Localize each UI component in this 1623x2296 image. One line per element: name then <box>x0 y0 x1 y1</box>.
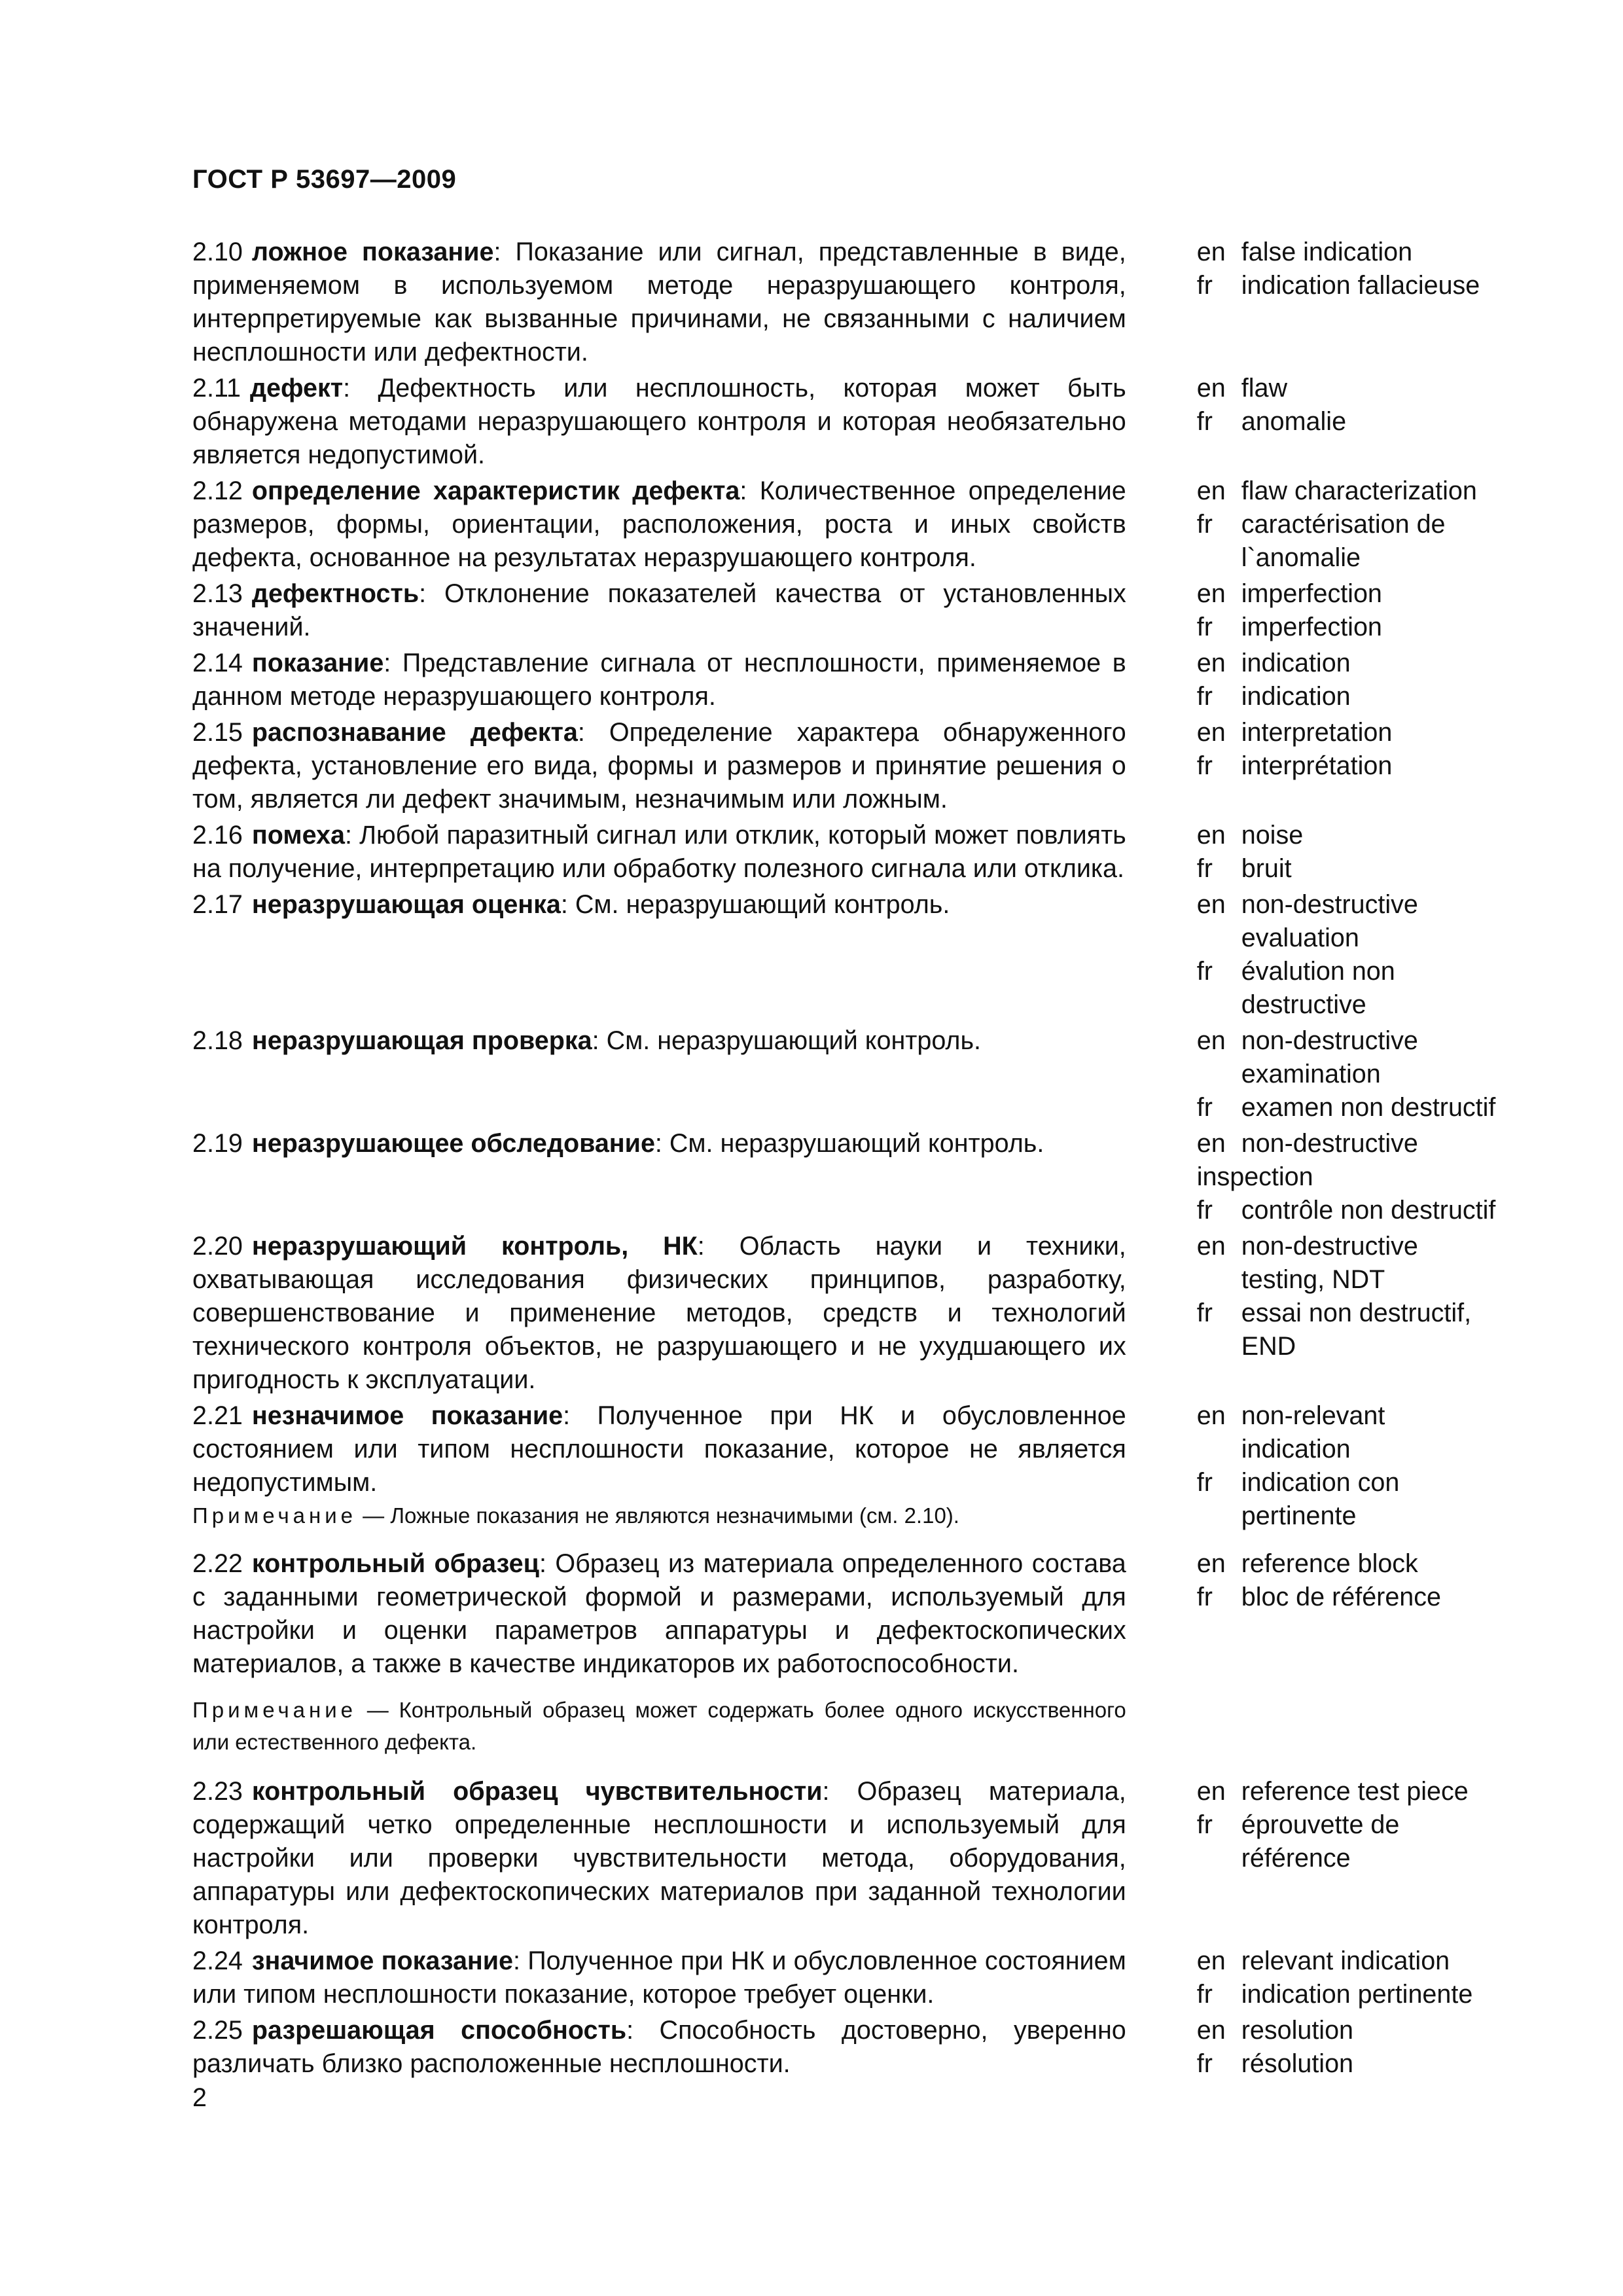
lang-code-fr: fr <box>1196 751 1213 780</box>
term-text: : Представление сигнала от несплошности, применяемое в данном методе неразрушающего контроля. <box>192 649 1126 711</box>
page-number: 2 <box>192 2083 207 2112</box>
term-entry-2-10 <box>192 236 1501 369</box>
translation-en: imperfection <box>1241 579 1382 608</box>
lang-code-fr: fr <box>1196 1299 1213 1327</box>
translation-fr: indication <box>1241 682 1351 711</box>
translations <box>1197 647 1501 713</box>
translation-fr: caractérisation de l`anomalie <box>1241 510 1446 572</box>
translations <box>1197 1547 1501 1758</box>
term-entry-2-15 <box>192 716 1501 816</box>
term-number: 2.14 <box>192 649 243 677</box>
term-text: : Показание или сигнал, представленные в виде, применяемом в используемом методе неразрушающего контроля, интерпретируемые как вызванные причинами, не связанными с наличием несплошности или дефектности. <box>192 238 1126 367</box>
term-definition <box>192 475 1126 575</box>
translations <box>1197 819 1501 886</box>
lang-code-en: en <box>1196 1549 1226 1578</box>
term-definition <box>192 1945 1126 2011</box>
term-number: 2.15 <box>192 718 243 747</box>
term-definition <box>192 888 1126 1022</box>
translation-fr: essai non destructif, END <box>1241 1299 1472 1361</box>
term-text: : Образец из материала определенного состава с заданными геометрической формой и размерами, используемый для настройки и оценки параметров аппаратуры и дефектоскопических материалов, а также в качестве индикаторов их работоспособности. <box>192 1549 1126 1678</box>
lang-code-en: en <box>1196 238 1226 266</box>
term-definition <box>192 1127 1126 1227</box>
translation-fr: anomalie <box>1241 407 1347 436</box>
term-text: : Образец материала, содержащий четко определенные несплошности и используемый для настройки или проверки чувствительности метода, оборудования, аппаратуры или дефектоскопических материалов при заданной технологии контроля. <box>192 1777 1126 1939</box>
term-entry-2-16 <box>192 819 1501 886</box>
term-entry-2-20 <box>192 1230 1501 1397</box>
translations <box>1197 1775 1501 1942</box>
term-name: разрешающая способность <box>251 2016 627 2045</box>
lang-code-fr: fr <box>1196 682 1213 711</box>
lang-code-en: en <box>1196 374 1226 403</box>
term-name: незначимое показание <box>251 1401 563 1430</box>
term-definition <box>192 1399 1126 1533</box>
term-name: контрольный образец <box>251 1549 539 1578</box>
lang-code-fr: fr <box>1196 271 1213 300</box>
lang-code-fr: fr <box>1196 1980 1213 2009</box>
term-name: определение характеристик дефекта <box>251 476 740 505</box>
term-number: 2.19 <box>192 1129 243 1158</box>
term-name: дефектность <box>251 579 419 608</box>
note-label: Примечание <box>192 1503 357 1528</box>
translations <box>1197 888 1501 1022</box>
translation-en: non-destructive testing, NDT <box>1241 1232 1418 1294</box>
lang-code-en: en <box>1196 2016 1226 2045</box>
translation-en: flaw characterization <box>1241 476 1477 505</box>
term-text: : Дефектность или несплошность, которая может быть обнаружена методами неразрушающего контроля и которая необязательно является недопустимой. <box>192 374 1126 469</box>
terms-list <box>192 236 1501 2083</box>
lang-code-en: en <box>1196 1026 1226 1055</box>
translation-en: resolution <box>1241 2016 1354 2045</box>
term-definition <box>192 716 1126 816</box>
note <box>192 1499 1126 1532</box>
translation-fr: éprouvette de référence <box>1241 1810 1400 1873</box>
term-entry-2-13 <box>192 577 1501 644</box>
term-entry-2-22 <box>192 1547 1501 1758</box>
term-definition <box>192 647 1126 713</box>
term-name: показание <box>251 649 384 677</box>
term-text: : См. неразрушающий контроль. <box>560 890 950 919</box>
term-entry-2-18 <box>192 1024 1501 1124</box>
translation-en: non-relevant indication <box>1241 1401 1385 1463</box>
lang-code-fr: fr <box>1196 2049 1213 2078</box>
lang-code-en: en <box>1196 579 1226 608</box>
translations <box>1197 1127 1501 1227</box>
term-name: помеха <box>251 821 345 850</box>
term-definition <box>192 1024 1126 1124</box>
term-entry-2-12 <box>192 475 1501 575</box>
term-definition <box>192 1547 1126 1758</box>
translations <box>1197 1230 1501 1397</box>
term-name: неразрушающий контроль, НК <box>251 1232 698 1261</box>
term-name: неразрушающая проверка <box>251 1026 592 1055</box>
note-label: Примечание <box>192 1698 357 1722</box>
lang-code-fr: fr <box>1196 510 1213 539</box>
translation-en: reference test piece <box>1241 1777 1469 1806</box>
term-definition <box>192 819 1126 886</box>
term-entry-2-14 <box>192 647 1501 713</box>
translation-fr: bloc de référence <box>1241 1583 1441 1611</box>
note-text: — Контрольный образец может содержать более одного искусственного или естественного дефекта. <box>192 1698 1126 1754</box>
translation-en: flaw <box>1241 374 1287 403</box>
translation-en: indication <box>1241 649 1351 677</box>
translations <box>1197 475 1501 575</box>
term-number: 2.13 <box>192 579 243 608</box>
term-text: : Количественное определение размеров, формы, ориентации, расположения, роста и иных свойств дефекта, основанное на результатах неразрушающего контроля. <box>192 476 1126 572</box>
term-name: значимое показание <box>251 1946 514 1975</box>
translation-en: non-destructive examination <box>1241 1026 1418 1088</box>
lang-code-fr: fr <box>1196 957 1213 986</box>
term-number: 2.24 <box>192 1946 243 1975</box>
term-definition <box>192 1775 1126 1942</box>
term-definition <box>192 236 1126 369</box>
term-definition <box>192 577 1126 644</box>
translations <box>1197 1399 1501 1533</box>
term-text: : См. неразрушающий контроль. <box>654 1129 1044 1158</box>
lang-code-fr: fr <box>1196 1810 1213 1839</box>
term-definition <box>192 372 1126 472</box>
term-number: 2.22 <box>192 1549 243 1578</box>
translations <box>1197 716 1501 816</box>
lang-code-en: en <box>1196 649 1226 677</box>
term-number: 2.10 <box>192 238 243 266</box>
term-entry-2-11 <box>192 372 1501 472</box>
term-number: 2.25 <box>192 2016 243 2045</box>
lang-code-en: en <box>1196 1401 1226 1430</box>
term-text: : Полученное при НК и обусловленное состоянием или типом несплошности показание, которое не является недопустимым. <box>192 1401 1126 1497</box>
lang-code-fr: fr <box>1196 1093 1213 1122</box>
term-text: : Полученное при НК и обусловленное состоянием или типом несплошности показание, которое требует оценки. <box>192 1946 1126 2009</box>
term-number: 2.16 <box>192 821 243 850</box>
translation-fr: évalution non destructive <box>1241 957 1395 1019</box>
lang-code-en: en <box>1196 1777 1226 1806</box>
lang-code-en: en <box>1196 821 1226 850</box>
term-entry-2-17 <box>192 888 1501 1022</box>
term-number: 2.17 <box>192 890 243 919</box>
translation-fr: examen non destructif <box>1241 1093 1496 1122</box>
term-number: 2.11 <box>192 374 241 403</box>
translations <box>1197 1024 1501 1124</box>
translation-en: false indication <box>1241 238 1413 266</box>
translation-fr: indication fallacieuse <box>1241 271 1480 300</box>
lang-code-fr: fr <box>1196 854 1213 883</box>
translations <box>1197 1945 1501 2011</box>
term-text: : Любой паразитный сигнал или отклик, который может повлиять на получение, интерпретацию или обработку полезного сигнала или отклика. <box>192 821 1126 883</box>
translation-en: noise <box>1241 821 1304 850</box>
lang-code-fr: fr <box>1196 1196 1213 1225</box>
translation-fr: indication con pertinente <box>1241 1468 1400 1530</box>
term-name: ложное показание <box>251 238 494 266</box>
term-text: : Способность достоверно, уверенно различать близко расположенные несплошности. <box>192 2016 1126 2078</box>
translation-fr: interprétation <box>1241 751 1393 780</box>
translations <box>1197 577 1501 644</box>
translation-fr: résolution <box>1241 2049 1354 2078</box>
term-number: 2.21 <box>192 1401 243 1430</box>
term-text: : См. неразрушающий контроль. <box>592 1026 982 1055</box>
note <box>192 1694 1126 1758</box>
term-name: контрольный образец чувствительности <box>251 1777 823 1806</box>
translation-fr: bruit <box>1241 854 1292 883</box>
document-header: ГОСТ Р 53697—2009 <box>192 165 457 194</box>
translation-en: reference block <box>1241 1549 1418 1578</box>
term-entry-2-21 <box>192 1399 1501 1533</box>
term-name: неразрушающая оценка <box>251 890 561 919</box>
term-text: : Область науки и техники, охватывающая исследования физических принципов, разработку, совершенствование и применение методов, средств и технологий технического контроля объектов, не разрушающего и не ухудшающего их пригодность к эксплуатации. <box>192 1232 1126 1394</box>
translation-fr: imperfection <box>1241 613 1382 641</box>
lang-code-fr: fr <box>1196 1468 1213 1497</box>
term-entry-2-24 <box>192 1945 1501 2011</box>
translation-en: relevant indication <box>1241 1946 1450 1975</box>
term-definition <box>192 1230 1126 1397</box>
term-entry-2-23 <box>192 1775 1501 1942</box>
term-name: распознавание дефекта <box>251 718 578 747</box>
term-entry-2-19 <box>192 1127 1501 1227</box>
term-number: 2.20 <box>192 1232 243 1261</box>
term-text: : Отклонение показателей качества от установленных значений. <box>192 579 1126 641</box>
term-number: 2.12 <box>192 476 243 505</box>
lang-code-fr: fr <box>1196 407 1213 436</box>
term-definition <box>192 2014 1126 2081</box>
lang-code-en: en <box>1196 1232 1226 1261</box>
term-number: 2.23 <box>192 1777 243 1806</box>
term-text: : Определение характера обнаруженного дефекта, установление его вида, формы и размеров и принятие решения о том, является ли дефект значимым, незначимым или ложным. <box>192 718 1126 814</box>
translation-en: non-destructive evaluation <box>1241 890 1418 952</box>
lang-code-en: en <box>1196 890 1226 919</box>
translation-en: non-destructive inspection <box>1196 1129 1418 1191</box>
translations <box>1197 372 1501 472</box>
term-entry-2-25 <box>192 2014 1501 2081</box>
lang-code-en: en <box>1196 718 1226 747</box>
translation-fr: indication pertinente <box>1241 1980 1473 2009</box>
term-name: дефект <box>249 374 344 403</box>
translation-fr: contrôle non destructif <box>1241 1196 1496 1225</box>
note-text: — Ложные показания не являются незначимыми (см. 2.10). <box>357 1503 959 1528</box>
lang-code-en: en <box>1196 476 1226 505</box>
lang-code-en: en <box>1196 1129 1226 1158</box>
translation-en: interpretation <box>1241 718 1393 747</box>
lang-code-en: en <box>1196 1946 1226 1975</box>
translations <box>1197 236 1501 369</box>
lang-code-fr: fr <box>1196 613 1213 641</box>
translations <box>1197 2014 1501 2081</box>
term-number: 2.18 <box>192 1026 243 1055</box>
lang-code-fr: fr <box>1196 1583 1213 1611</box>
term-name: неразрушающее обследование <box>251 1129 655 1158</box>
